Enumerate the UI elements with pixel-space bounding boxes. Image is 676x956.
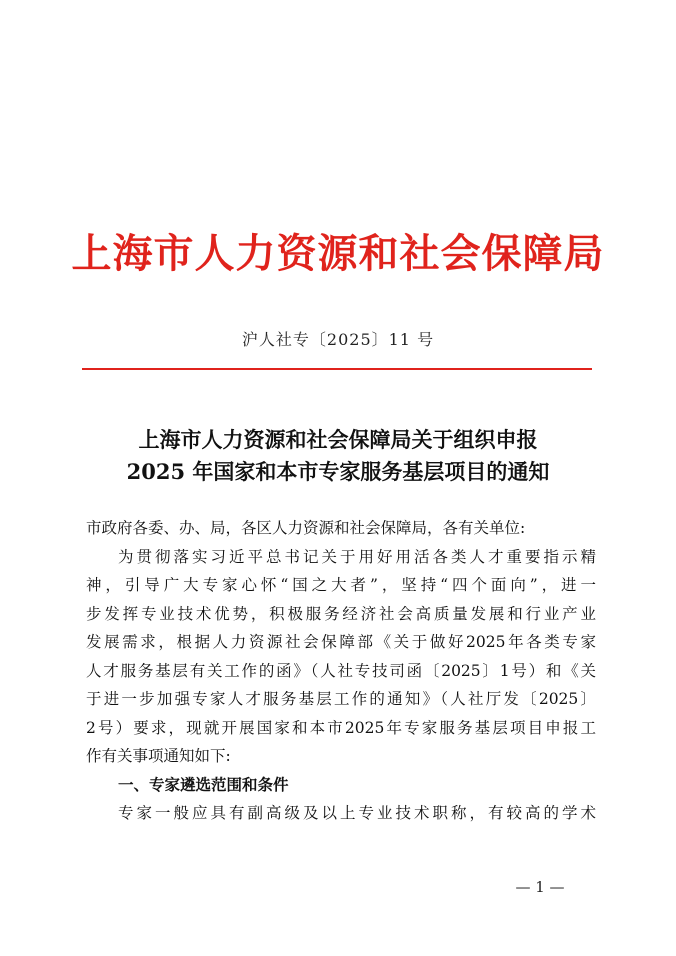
title-line-1: 上海市人力资源和社会保障局关于组织申报 (138, 427, 538, 452)
paragraph-1-line: 发展需求，根据人力资源社会保障部《关于做好2025年各类专家 (86, 633, 596, 651)
page-number: — 1 — (515, 878, 565, 896)
paragraph-1-line: 为贯彻落实习近平总书记关于用好用活各类人才重要指示精 (118, 547, 596, 566)
issuer-name: 上海市人力资源和社会保障局 (71, 230, 605, 277)
section-1-heading: 一、专家遴选范围和条件 (118, 775, 289, 794)
red-divider-line (82, 368, 592, 370)
title-line-2: 2025 年国家和本市专家服务基层项目的通知 (126, 459, 550, 484)
document-number: 沪人社专〔2025〕11 号 (241, 330, 435, 349)
paragraph-1-line: 神，引导广大专家心怀“国之大者”，坚持“四个面向”，进一 (86, 576, 596, 594)
paragraph-1-line: 2号）要求，现就开展国家和本市2025年专家服务基层项目申报工 (86, 718, 596, 737)
document-body (86, 514, 596, 828)
paragraph-1-line: 步发挥专业技术优势，积极服务经济社会高质量发展和行业产业 (86, 604, 596, 623)
document-title (70, 424, 606, 488)
paragraph-1-line: 作有关事项通知如下: (86, 747, 231, 765)
section-1-first-line: 专家一般应具有副高级及以上专业技术职称，有较高的学术 (118, 804, 596, 822)
paragraph-1-line: 人才服务基层有关工作的函》（人社专技司函〔2025〕1号）和《关 (86, 661, 596, 680)
salutation: 市政府各委、办、局，各区人力资源和社会保障局，各有关单位: (86, 519, 526, 537)
paragraph-1-line: 于进一步加强专家人才服务基层工作的通知》（人社厅发〔2025〕 (86, 690, 596, 708)
